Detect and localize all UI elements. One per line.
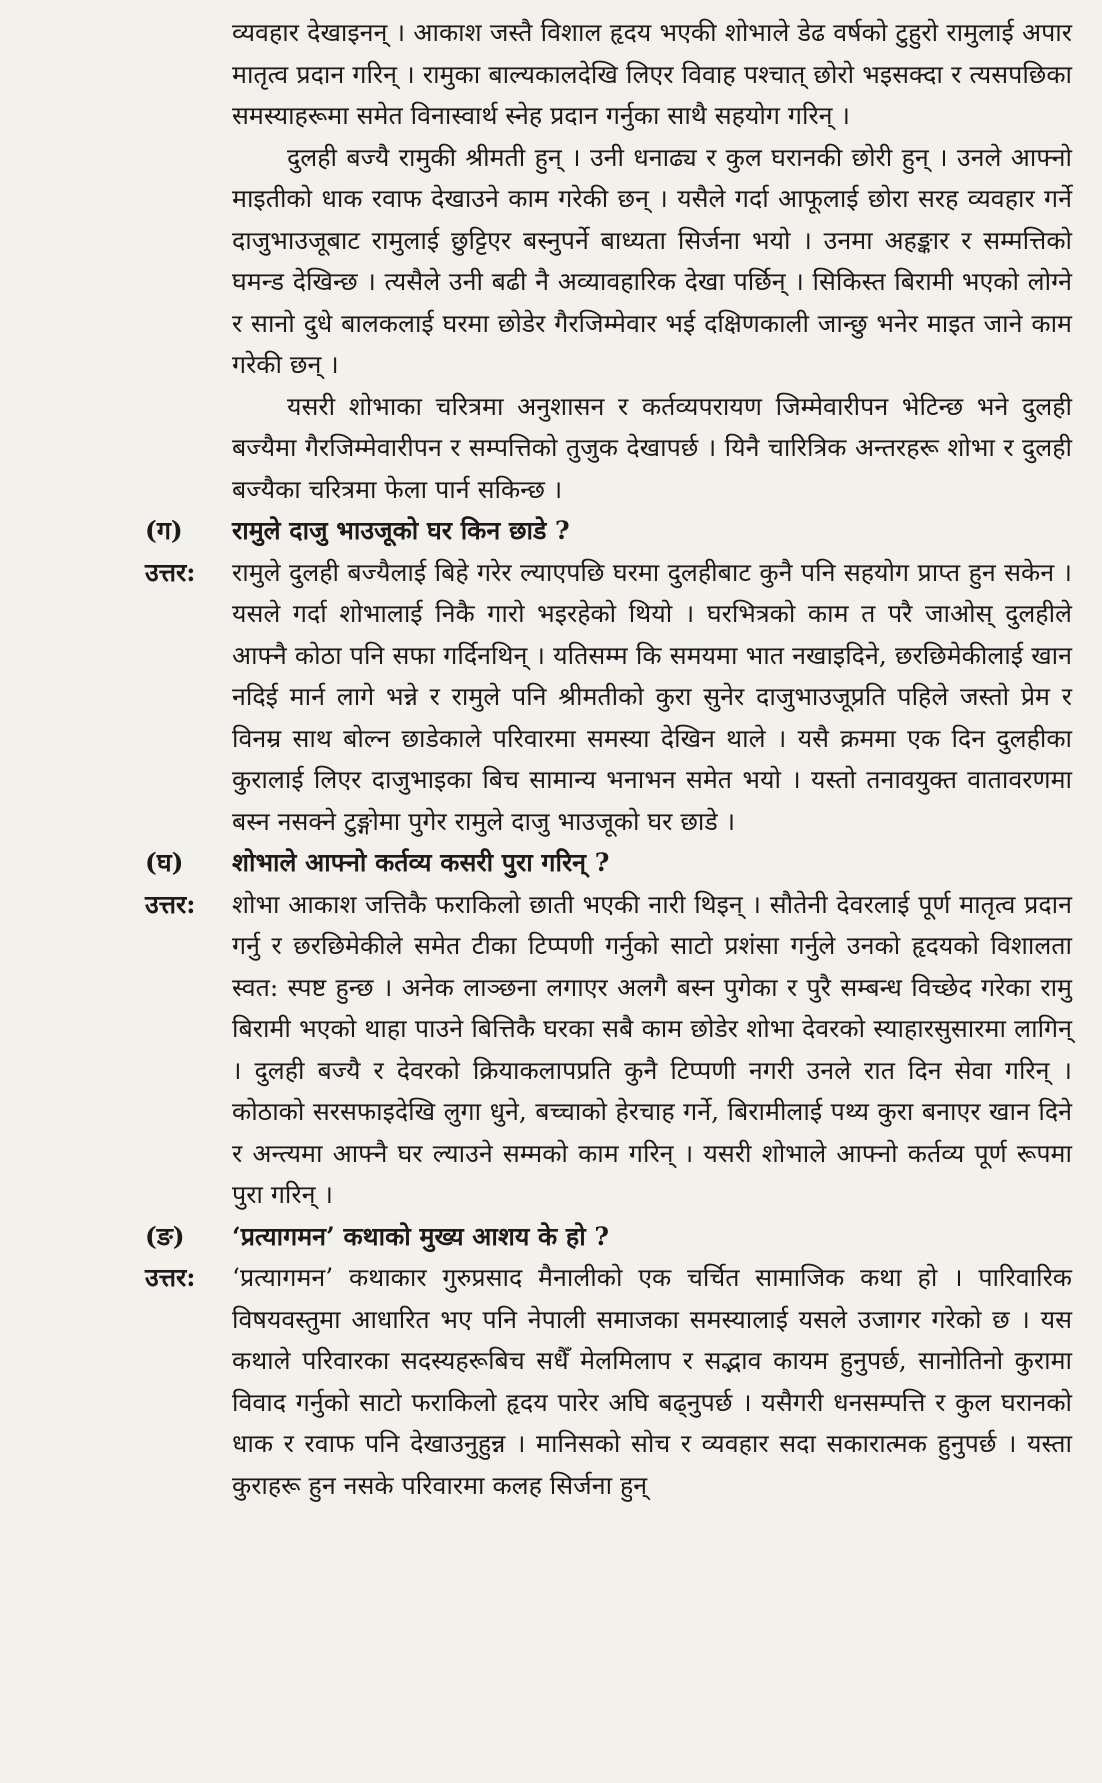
question-text: ‘प्रत्यागमन’ कथाको मुख्य आशय के हो ?	[232, 1221, 610, 1251]
paragraph: यसरी शोभाका चरित्रमा अनुशासन र कर्तव्यपरायण जिम्मेवारीपन भेटिन्छ भने दुलही बज्यैमा गैरजिम्मेवारीपन र सम्पत्तिको तुजुक देखापर्छ । यिनै चारित्रिक अन्तरहरू शोभा र दुलही बज्यैका चरित्रमा फेला पार्न सकिन्छ ।	[232, 391, 1072, 504]
answer-text: ‘प्रत्यागमन’ कथाकार गुरुप्रसाद मैनालीको एक चर्चित सामाजिक कथा हो । पारिवारिक विषयवस्तुमा आधारित भए पनि नेपाली समाजका समस्यालाई यसले उजागर गरेको छ । यस कथाले परिवारका सदस्यहरूबिच सधैँ मेलमिलाप र सद्भाव कायम हुनुपर्छ, सानोतिनो कुरामा विवाद गर्नुको साटो फराकिलो हृदय पारेर अघि बढ्नुपर्छ । यसैगरी धनसम्पत्ति र कुल घरानको धाक र रवाफ पनि देखाउनुहुन्न । मानिसको सोच र व्यवहार सदा सकारात्मक हुनुपर्छ । यस्ता कुराहरू हुन नसके परिवारमा कलह सिर्जना हुन्	[232, 1263, 1072, 1500]
continued-answer	[0, 12, 1072, 510]
answer-row	[0, 1257, 1072, 1506]
question-number: (ग)	[145, 516, 183, 545]
answer-row	[0, 884, 1072, 1216]
question-text: शोभाले आफ्नो कर्तव्य कसरी पुरा गरिन् ?	[232, 848, 610, 877]
question-row	[0, 1216, 1072, 1258]
question-number: (घ)	[145, 848, 184, 877]
paragraph: दुलही बज्यै रामुकी श्रीमती हुन् । उनी धनाढ्य र कुल घरानकी छोरी हुन् । उनले आफ्नो माइतीको धाक रवाफ देखाउने काम गरेकी छन् । यसैले गर्दा आफूलाई छोरा सरह व्यवहार गर्ने दाजुभाउजूबाट रामुलाई छुट्टिएर बस्नुपर्ने बाध्यता सिर्जना भयो । उनमा अहङ्कार र सम्मत्तिको घमन्ड देखिन्छ । त्यसैले उनी बढी नै अव्यावहारिक देखा पर्छिन् । सिकिस्त बिरामी भएको लोग्ने र सानो दुधे बालकलाई घरमा छोडेर गैरजिम्मेवार भई दक्षिणकाली जान्छु भनेर माइत जाने काम गरेकी छन् ।	[232, 142, 1072, 379]
question-row	[0, 510, 1072, 552]
answer-label: उत्तर:	[145, 557, 196, 587]
answer-text: रामुले दुलही बज्यैलाई बिहे गरेर ल्याएपछि घरमा दुलहीबाट कुनै पनि सहयोग प्राप्त हुन सकेन । यसले गर्दा शोभालाई निकै गारो भइरहेको थियो । घरभित्रको काम त परै जाओस् दुलहीले आफ्नै कोठा पनि सफा गर्दिनथिन् । यतिसम्म कि समयमा भात नखाइदिने, छरछिमेकीलाई खान नदिई मार्न लागे भन्ने र रामुले पनि श्रीमतीको कुरा सुनेर दाजुभाउजूप्रति पहिले जस्तो प्रेम र विनम्र साथ बोल्न छाडेकाले परिवारमा समस्या देखिन थाले । यसै क्रममा एक दिन दुलहीका कुरालाई लिएर दाजुभाइका बिच सामान्य भनाभन समेत भयो । यस्तो तनावयुक्त वातावरणमा बस्न नसक्ने टुङ्गोमा पुगेर रामुले दाजु भाउजूको घर छाडे ।	[232, 557, 1072, 836]
question-number: (ङ)	[145, 1221, 185, 1251]
question-row	[0, 842, 1072, 884]
question-text: रामुले दाजु भाउजूको घर किन छाडे ?	[232, 516, 570, 545]
paragraph: व्यवहार देखाइनन् । आकाश जस्तै विशाल हृदय भएकी शोभाले डेढ वर्षको टुहुरो रामुलाई अपार मातृत्व प्रदान गरिन् । रामुका बाल्यकालदेखि लिएर विवाह पश्चात् छोरो भइसक्दा र त्यसपछिका समस्याहरूमा समेत विनास्वार्थ स्नेह प्रदान गर्नुका साथै सहयोग गरिन् ।	[232, 18, 1072, 130]
continued-answer-text	[232, 12, 1072, 510]
answer-label: उत्तर:	[145, 889, 196, 919]
answer-text: शोभा आकाश जत्तिकै फराकिलो छाती भएकी नारी थिइन् । सौतेनी देवरलाई पूर्ण मातृत्व प्रदान गर्नु र छरछिमेकीले समेत टीका टिप्पणी गर्नुको साटो प्रशंसा गर्नुले उनको हृदयको विशालता स्वत: स्पष्ट हुन्छ । अनेक लाञ्छना लगाएर अलगै बस्न पुगेका र पुरै सम्बन्ध विच्छेद गरेका रामु बिरामी भएको थाहा पाउने बित्तिकै घरका सबै काम छोडेर शोभा देवरको स्याहारसुसारमा लागिन् । दुलही बज्यै र देवरको क्रियाकलापप्रति कुनै टिप्पणी नगरी उनले रात दिन सेवा गरिन् । कोठाको सरसफाइदेखि लुगा धुने, बच्चाको हेरचाह गर्ने, बिरामीलाई पथ्य कुरा बनाएर खान दिने र अन्त्यमा आफ्नै घर ल्याउने सम्मको काम गरिन् । यसरी शोभाले आफ्नो कर्तव्य पूर्ण रूपमा पुरा गरिन् ।	[232, 889, 1072, 1209]
answer-row	[0, 552, 1072, 843]
answer-label: उत्तर:	[145, 1263, 196, 1292]
